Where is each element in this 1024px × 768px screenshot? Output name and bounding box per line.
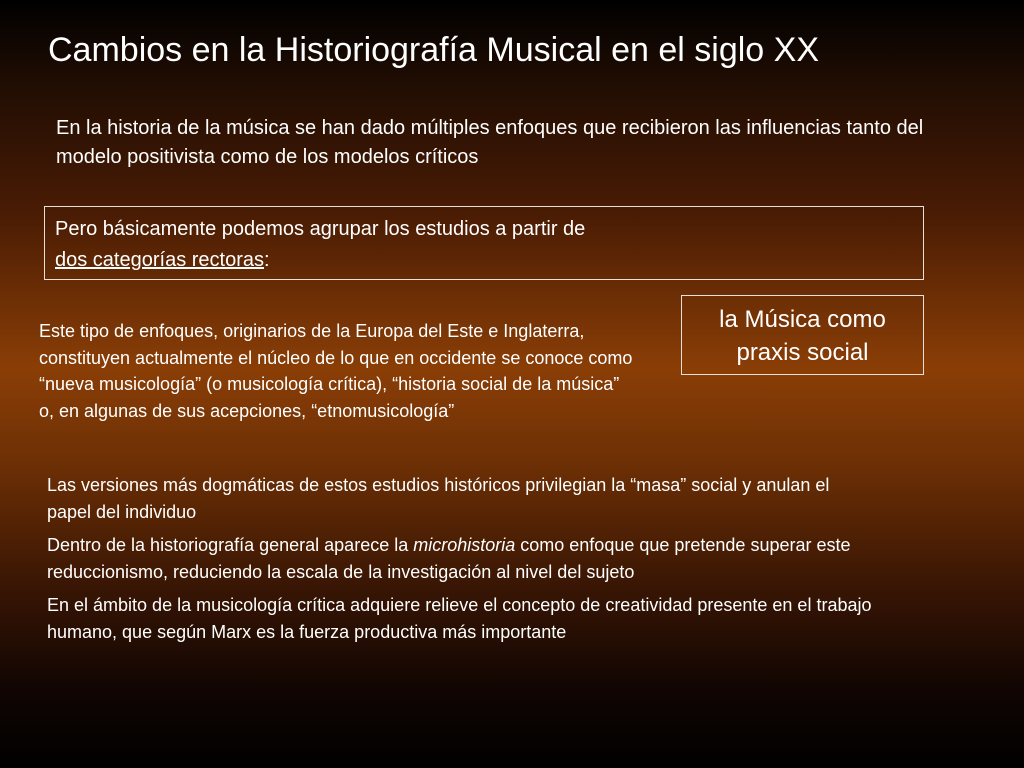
praxis-line-1: la Música como bbox=[719, 306, 886, 333]
categories-underlined: dos categorías rectoras bbox=[55, 249, 264, 271]
categories-text: Pero básicamente podemos agrupar los estudios a partir de bbox=[55, 218, 586, 240]
point-microhistoria-before: Dentro de la historiografía general aparece la bbox=[47, 535, 414, 555]
point-microhistoria-after: como enfoque que pretende superar este reduccionismo, reduciendo la escala de la investigación al nivel del sujeto bbox=[47, 535, 851, 582]
intro-paragraph: En la historia de la música se han dado múltiples enfoques que recibieron las influencias tanto del modelo positivista como de los modelos críticos bbox=[56, 117, 924, 168]
point-masa: Las versiones más dogmáticas de estos estudios históricos privilegian la “masa” social y anulan el papel del individuo bbox=[47, 475, 830, 522]
categories-colon: : bbox=[264, 249, 270, 271]
microhistoria-term: microhistoria bbox=[413, 535, 516, 555]
point-creatividad: En el ámbito de la musicología crítica adquiere relieve el concepto de creatividad presente en el trabajo humano, que según Marx es la fuerza productiva más importante bbox=[47, 595, 872, 642]
point-microhistoria bbox=[47, 532, 877, 585]
categories-box bbox=[44, 206, 924, 280]
description-paragraph: Este tipo de enfoques, originarios de la Europa del Este e Inglaterra, constituyen actualmente el núcleo de lo que en occidente se conoce como “nueva musicología” (o musicología crítica), “historia social de la música” o, en algunas de sus acepciones, “etnomusicología” bbox=[39, 321, 633, 421]
points-list bbox=[47, 472, 877, 652]
praxis-box bbox=[681, 295, 924, 375]
slide-title: Cambios en la Historiografía Musical en el siglo XX bbox=[48, 31, 820, 69]
praxis-line-2: praxis social bbox=[736, 339, 869, 366]
